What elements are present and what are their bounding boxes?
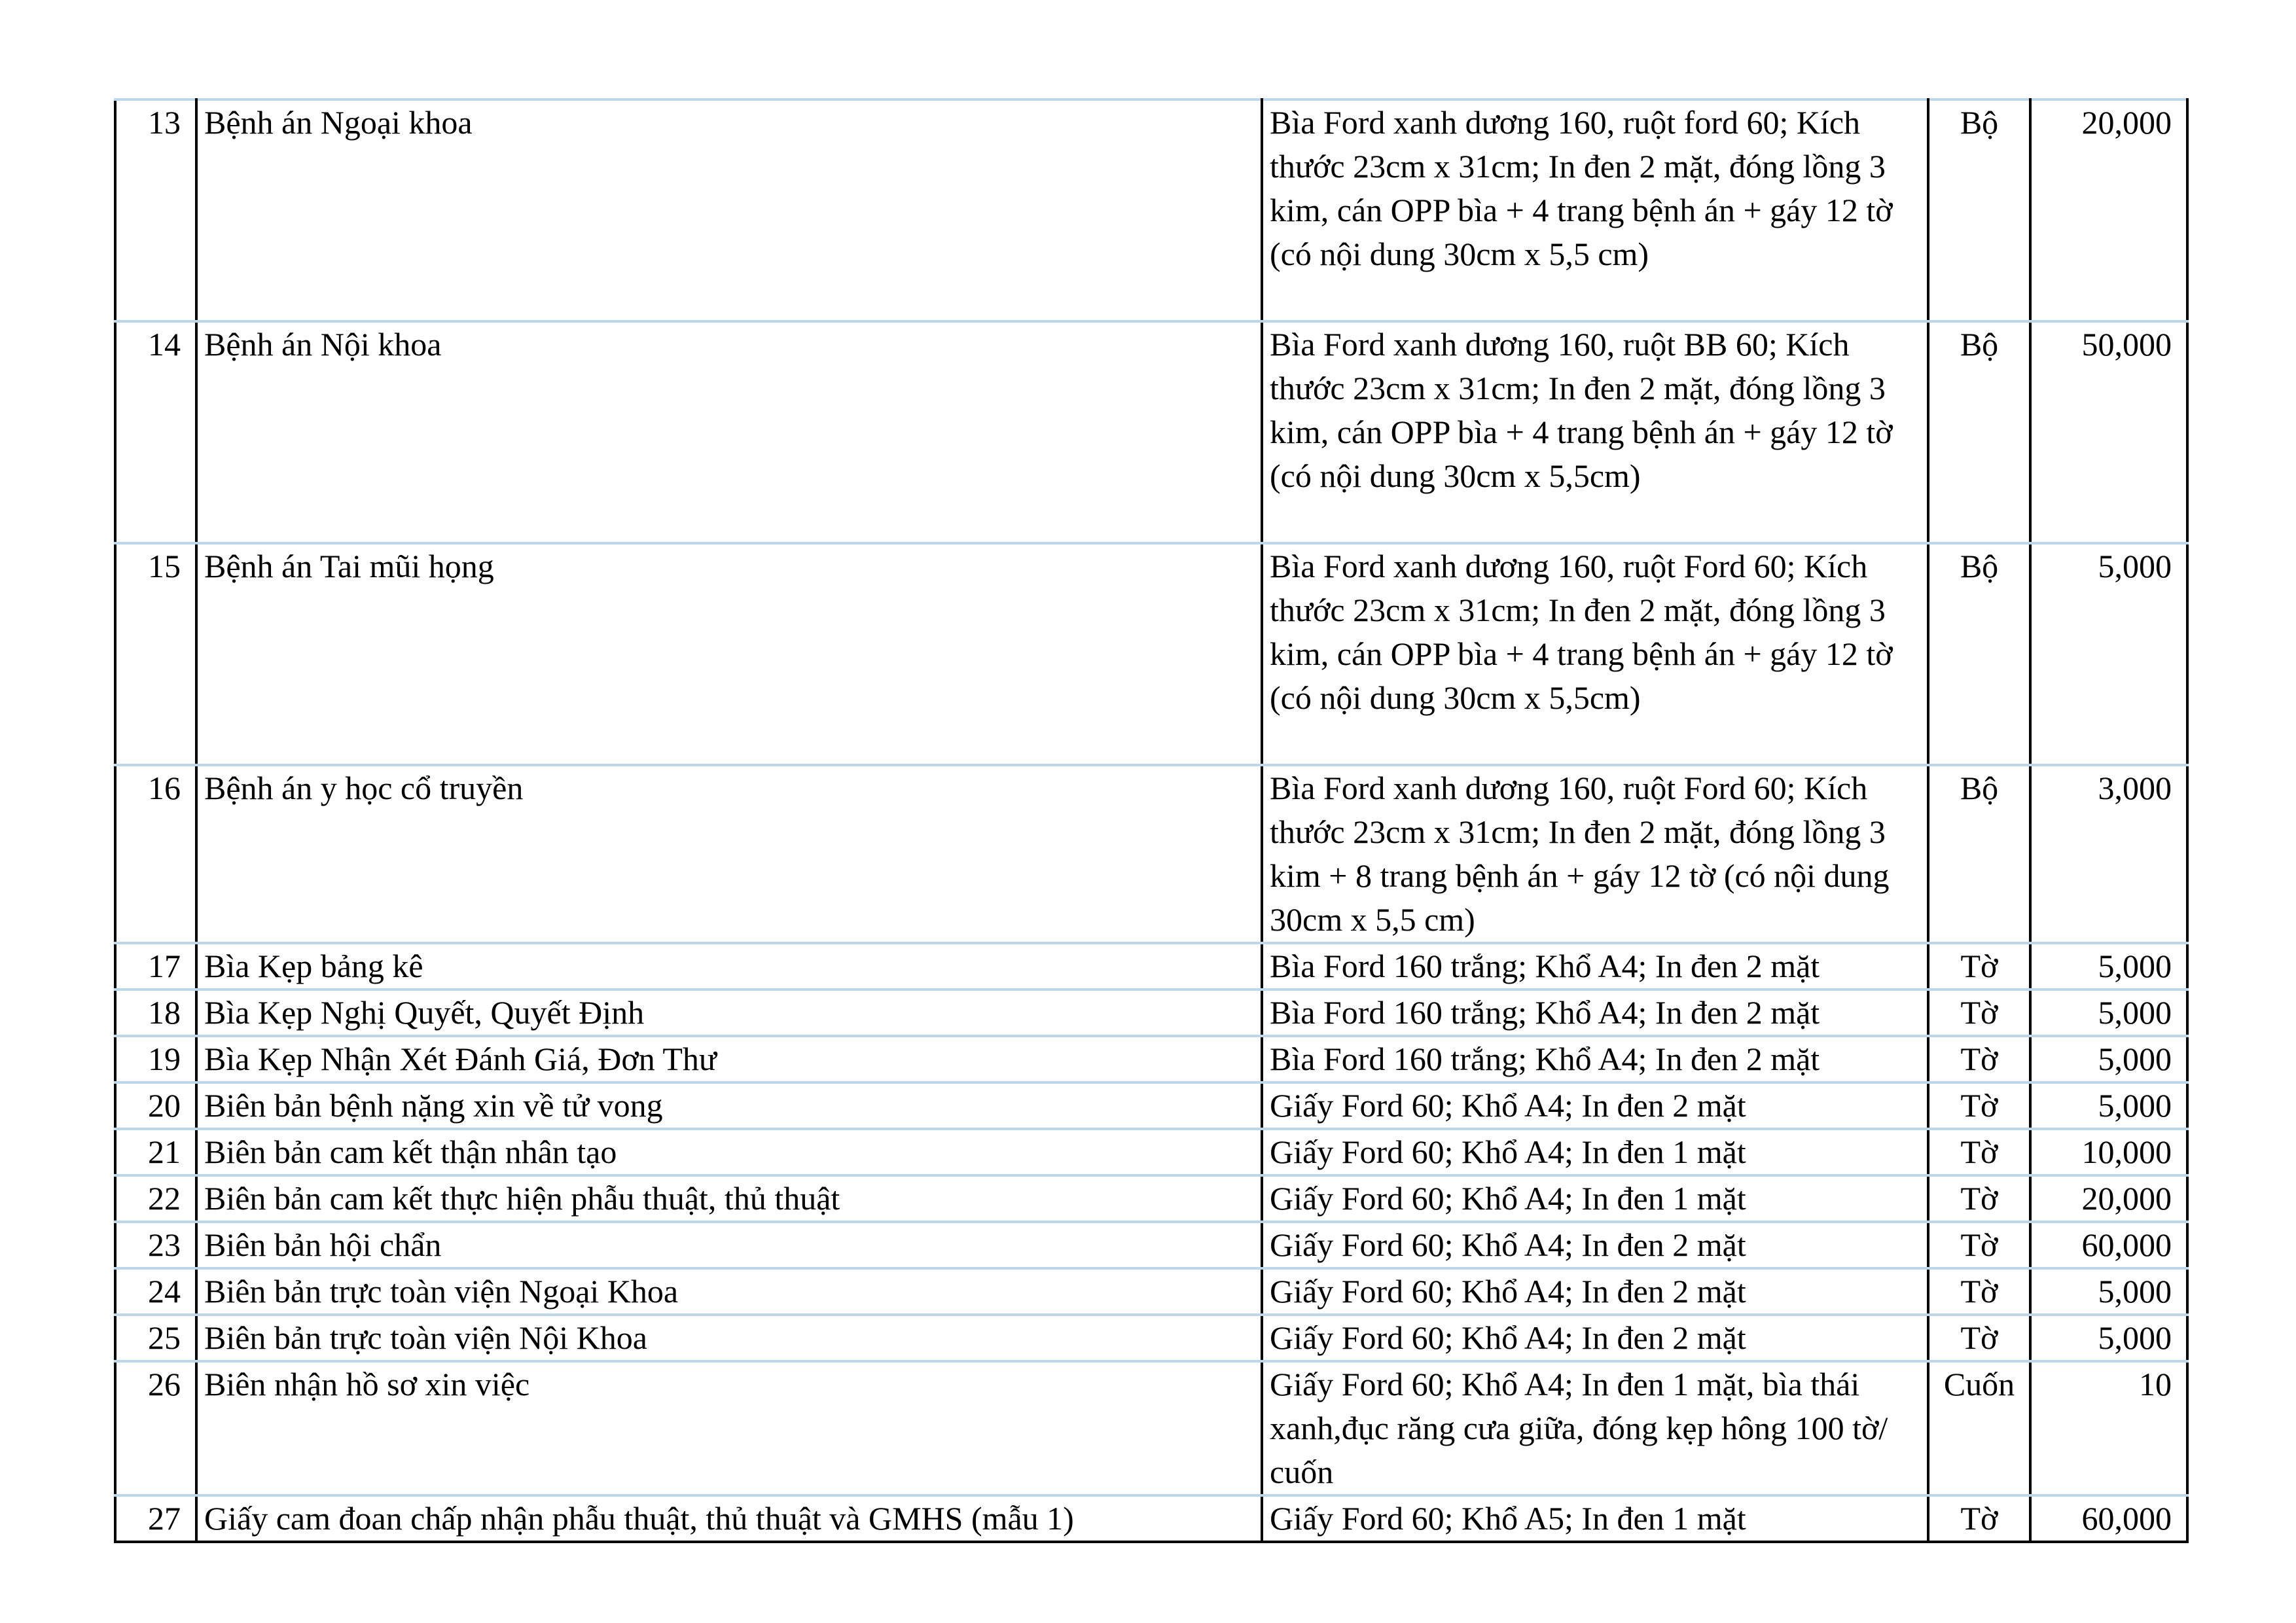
item-spec: Giấy Ford 60; Khổ A5; In đen 1 mặt [1262,1495,1928,1542]
item-quantity: 60,000 [2030,1222,2187,1268]
row-number: 14 [115,321,196,543]
item-unit: Tờ [1928,1175,2030,1222]
item-name: Biên bản trực toàn viện Nội Khoa [196,1315,1262,1361]
table-row [115,1222,2187,1268]
item-unit: Tờ [1928,1082,2030,1129]
row-number: 13 [115,99,196,321]
item-name: Biên bản bệnh nặng xin về tử vong [196,1082,1262,1129]
row-number: 26 [115,1361,196,1495]
item-unit: Tờ [1928,990,2030,1036]
item-quantity: 3,000 [2030,765,2187,943]
item-name: Bìa Kẹp bảng kê [196,943,1262,990]
table-row [115,765,2187,943]
item-spec: Giấy Ford 60; Khổ A4; In đen 2 mặt [1262,1268,1928,1315]
item-quantity: 60,000 [2030,1495,2187,1542]
row-number: 19 [115,1036,196,1082]
item-name: Biên nhận hồ sơ xin việc [196,1361,1262,1495]
item-unit: Bộ [1928,99,2030,321]
item-unit: Tờ [1928,1036,2030,1082]
item-name: Bệnh án Tai mũi họng [196,543,1262,765]
item-quantity: 5,000 [2030,1082,2187,1129]
item-unit: Cuốn [1928,1361,2030,1495]
item-unit: Bộ [1928,765,2030,943]
item-table [114,98,2189,1543]
table-row [115,1495,2187,1542]
table-row [115,1036,2187,1082]
table-row [115,1268,2187,1315]
table-row [115,990,2187,1036]
item-quantity: 50,000 [2030,321,2187,543]
item-quantity: 20,000 [2030,1175,2187,1222]
row-number: 20 [115,1082,196,1129]
table-row [115,1175,2187,1222]
item-unit: Bộ [1928,543,2030,765]
item-spec: Giấy Ford 60; Khổ A4; In đen 2 mặt [1262,1315,1928,1361]
row-number: 23 [115,1222,196,1268]
item-spec: Giấy Ford 60; Khổ A4; In đen 2 mặt [1262,1222,1928,1268]
item-spec: Bìa Ford xanh dương 160, ruột Ford 60; Kích thước 23cm x 31cm; In đen 2 mặt, đóng lồng 3 kim, cán OPP bìa + 4 trang bệnh án + gáy 12 tờ (có nội dung 30cm x 5,5cm) [1262,543,1928,765]
item-spec: Bìa Ford xanh dương 160, ruột ford 60; Kích thước 23cm x 31cm; In đen 2 mặt, đóng lồng 3 kim, cán OPP bìa + 4 trang bệnh án + gáy 12 tờ (có nội dung 30cm x 5,5 cm) [1262,99,1928,321]
item-spec: Giấy Ford 60; Khổ A4; In đen 1 mặt, bìa thái xanh,đục răng cưa giữa, đóng kẹp hông 100 tờ/ cuốn [1262,1361,1928,1495]
item-name: Biên bản cam kết thận nhân tạo [196,1129,1262,1175]
item-spec: Bìa Ford 160 trắng; Khổ A4; In đen 2 mặt [1262,990,1928,1036]
item-quantity: 5,000 [2030,1036,2187,1082]
item-quantity: 5,000 [2030,990,2187,1036]
item-unit: Tờ [1928,1495,2030,1542]
item-spec: Giấy Ford 60; Khổ A4; In đen 1 mặt [1262,1129,1928,1175]
row-number: 21 [115,1129,196,1175]
table-row [115,1082,2187,1129]
table-row [115,943,2187,990]
item-quantity: 5,000 [2030,543,2187,765]
table-row [115,1361,2187,1495]
item-name: Bìa Kẹp Nghị Quyết, Quyết Định [196,990,1262,1036]
item-unit: Tờ [1928,943,2030,990]
item-unit: Tờ [1928,1222,2030,1268]
item-unit: Tờ [1928,1129,2030,1175]
item-unit: Bộ [1928,321,2030,543]
item-spec: Bìa Ford 160 trắng; Khổ A4; In đen 2 mặt [1262,943,1928,990]
item-quantity: 5,000 [2030,1268,2187,1315]
item-quantity: 10 [2030,1361,2187,1495]
row-number: 17 [115,943,196,990]
item-spec: Bìa Ford xanh dương 160, ruột Ford 60; Kích thước 23cm x 31cm; In đen 2 mặt, đóng lồng 3 kim + 8 trang bệnh án + gáy 12 tờ (có nội dung 30cm x 5,5 cm) [1262,765,1928,943]
item-quantity: 10,000 [2030,1129,2187,1175]
row-number: 18 [115,990,196,1036]
item-name: Biên bản hội chẩn [196,1222,1262,1268]
row-number: 15 [115,543,196,765]
item-quantity: 5,000 [2030,1315,2187,1361]
item-spec: Bìa Ford 160 trắng; Khổ A4; In đen 2 mặt [1262,1036,1928,1082]
row-number: 16 [115,765,196,943]
item-quantity: 5,000 [2030,943,2187,990]
item-name: Biên bản trực toàn viện Ngoại Khoa [196,1268,1262,1315]
row-number: 22 [115,1175,196,1222]
item-name: Bệnh án Nội khoa [196,321,1262,543]
item-name: Bìa Kẹp Nhận Xét Đánh Giá, Đơn Thư [196,1036,1262,1082]
row-number: 27 [115,1495,196,1542]
item-spec: Giấy Ford 60; Khổ A4; In đen 1 mặt [1262,1175,1928,1222]
row-number: 25 [115,1315,196,1361]
item-spec: Bìa Ford xanh dương 160, ruột BB 60; Kích thước 23cm x 31cm; In đen 2 mặt, đóng lồng 3 kim, cán OPP bìa + 4 trang bệnh án + gáy 12 tờ (có nội dung 30cm x 5,5cm) [1262,321,1928,543]
table-row [115,321,2187,543]
item-name: Giấy cam đoan chấp nhận phẫu thuật, thủ thuật và GMHS (mẫu 1) [196,1495,1262,1542]
item-spec: Giấy Ford 60; Khổ A4; In đen 2 mặt [1262,1082,1928,1129]
item-quantity: 20,000 [2030,99,2187,321]
item-name: Biên bản cam kết thực hiện phẫu thuật, thủ thuật [196,1175,1262,1222]
table-row [115,99,2187,321]
item-name: Bệnh án y học cổ truyền [196,765,1262,943]
item-unit: Tờ [1928,1315,2030,1361]
row-number: 24 [115,1268,196,1315]
item-unit: Tờ [1928,1268,2030,1315]
table-row [115,1315,2187,1361]
table-row [115,543,2187,765]
table-row [115,1129,2187,1175]
item-name: Bệnh án Ngoại khoa [196,99,1262,321]
